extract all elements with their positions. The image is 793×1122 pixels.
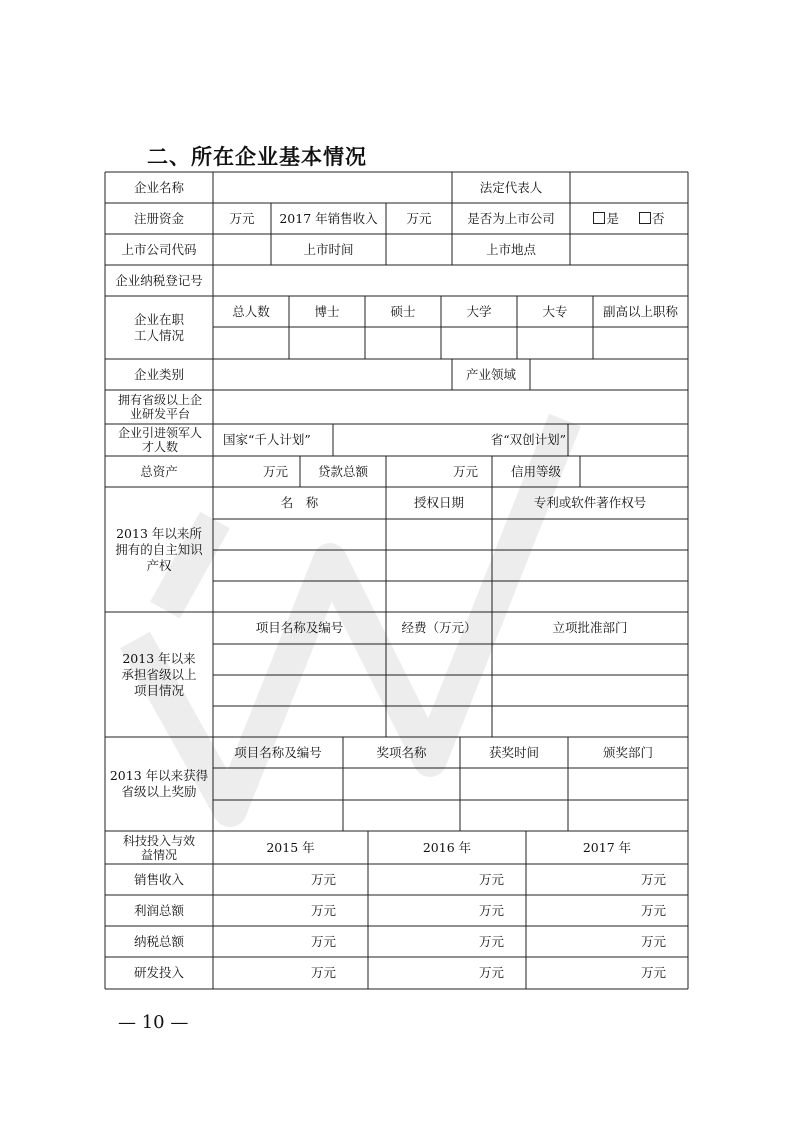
sales-2016-unit[interactable]: 万元 <box>478 871 504 887</box>
credit-grade-label: 信用等级 <box>510 463 561 479</box>
rd-2016-unit[interactable]: 万元 <box>478 965 504 980</box>
loan-total-unit[interactable]: 万元 <box>452 463 478 479</box>
award-col-time: 获奖时间 <box>488 744 539 760</box>
provincial-plan-label: 省“双创计划” <box>490 432 566 447</box>
staff-col-college: 大专 <box>542 303 568 319</box>
listing-time-field[interactable] <box>386 234 452 265</box>
company-type-field[interactable] <box>213 359 452 390</box>
listing-place-label: 上市地点 <box>485 241 536 257</box>
platform-field[interactable] <box>213 390 688 424</box>
year-2015: 2015 年 <box>266 839 315 855</box>
tax-2015-unit[interactable]: 万元 <box>310 933 336 949</box>
ip-col-date: 授权日期 <box>413 495 464 510</box>
legal-rep-label: 法定代表人 <box>479 179 543 195</box>
legal-rep-field[interactable] <box>570 172 688 203</box>
project-col-dept: 立项批准部门 <box>552 620 628 635</box>
section-title: 二、所在企业基本情况 <box>147 145 367 169</box>
staff-col-bachelor: 大学 <box>466 303 492 319</box>
is-listed-options <box>570 203 688 234</box>
listing-time-label: 上市时间 <box>303 241 354 257</box>
staff-bachelor-field[interactable] <box>441 327 517 359</box>
tax-2017-unit[interactable]: 万元 <box>640 933 666 949</box>
page-number: — 10 — <box>118 1012 189 1033</box>
profit-2015-unit[interactable]: 万元 <box>310 902 336 918</box>
checkbox-icon <box>593 212 605 224</box>
staff-master-field[interactable] <box>365 327 441 359</box>
rd-2015-unit[interactable]: 万元 <box>310 965 336 980</box>
award-col-dept: 颁奖部门 <box>602 744 653 760</box>
project-col-fund: 经费（万元） <box>401 620 477 635</box>
tech-label: 科技投入与效益情况 <box>122 833 195 862</box>
staff-col-master: 硕士 <box>390 303 416 319</box>
profit-2017-unit[interactable]: 万元 <box>640 902 666 918</box>
projects-label: 2013 年以来承担省级以上项目情况 <box>121 650 197 698</box>
is-listed-label: 是否为上市公司 <box>467 210 555 226</box>
loan-total-label: 贷款总额 <box>317 463 368 479</box>
award-col-project: 项目名称及编号 <box>234 744 322 760</box>
stock-code-field[interactable] <box>213 234 271 265</box>
industry-field[interactable] <box>530 359 688 390</box>
staff-phd-field[interactable] <box>289 327 365 359</box>
sales-2017-unit-cell[interactable]: 万元 <box>640 871 666 887</box>
reg-capital-unit[interactable]: 万元 <box>229 210 255 226</box>
staff-col-senior-title: 副高以上职称 <box>602 303 678 319</box>
ip-col-name: 名 称 <box>280 495 319 510</box>
sales-2017-label: 2017 年销售收入 <box>279 210 378 226</box>
rd-2017-unit[interactable]: 万元 <box>640 965 666 980</box>
metric-profit-label: 利润总额 <box>133 902 184 918</box>
metric-tax-label: 纳税总额 <box>133 933 184 949</box>
sales-2017-unit[interactable]: 万元 <box>406 210 432 226</box>
provincial-plan-field[interactable] <box>568 424 688 456</box>
awards-label: 2013 年以来获得省级以上奖励 <box>109 768 209 799</box>
total-assets-label: 总资产 <box>140 463 178 479</box>
staff-college-field[interactable] <box>517 327 593 359</box>
staff-senior-field[interactable] <box>593 327 688 359</box>
yes-label: 是 <box>606 210 619 226</box>
staff-col-phd: 博士 <box>314 303 340 319</box>
sales-2015-unit[interactable]: 万元 <box>310 871 336 887</box>
checkbox-icon <box>639 212 651 224</box>
stock-code-label: 上市公司代码 <box>121 241 197 257</box>
national-plan-label: 国家“千人计划” <box>223 432 311 447</box>
no-label: 否 <box>652 210 665 226</box>
tax-id-label: 企业纳税登记号 <box>115 272 203 288</box>
ip-col-number: 专利或软件著作权号 <box>533 495 647 510</box>
award-col-name: 奖项名称 <box>376 744 427 760</box>
staff-label: 企业在职工人情况 <box>133 311 184 343</box>
project-col-name: 项目名称及编号 <box>255 620 344 635</box>
total-assets-unit[interactable]: 万元 <box>262 463 288 479</box>
company-name-label: 企业名称 <box>133 179 184 195</box>
profit-2016-unit[interactable]: 万元 <box>478 902 504 918</box>
year-2016: 2016 年 <box>422 839 472 855</box>
tax-id-field[interactable] <box>213 265 688 296</box>
platform-label: 拥有省级以上企业研发平台 <box>117 393 202 421</box>
metric-sales-label: 销售收入 <box>133 871 184 887</box>
tax-2016-unit[interactable]: 万元 <box>478 933 504 949</box>
reg-capital-label: 注册资金 <box>133 210 184 226</box>
staff-col-total: 总人数 <box>232 303 270 319</box>
year-2017: 2017 年 <box>582 839 632 855</box>
no-checkbox[interactable] <box>639 211 665 227</box>
yes-checkbox[interactable] <box>593 211 619 227</box>
ip-label: 2013 年以来所拥有的自主知识产权 <box>115 525 203 573</box>
industry-label: 产业领域 <box>465 366 516 382</box>
company-type-label: 企业类别 <box>133 366 184 382</box>
credit-grade-field[interactable] <box>580 456 688 487</box>
talent-label: 企业引进领军人才人数 <box>117 426 202 454</box>
metric-rd-label: 研发投入 <box>133 965 184 980</box>
company-name-field[interactable] <box>213 172 452 203</box>
staff-total-field[interactable] <box>213 327 289 359</box>
listing-place-field[interactable] <box>570 234 688 265</box>
